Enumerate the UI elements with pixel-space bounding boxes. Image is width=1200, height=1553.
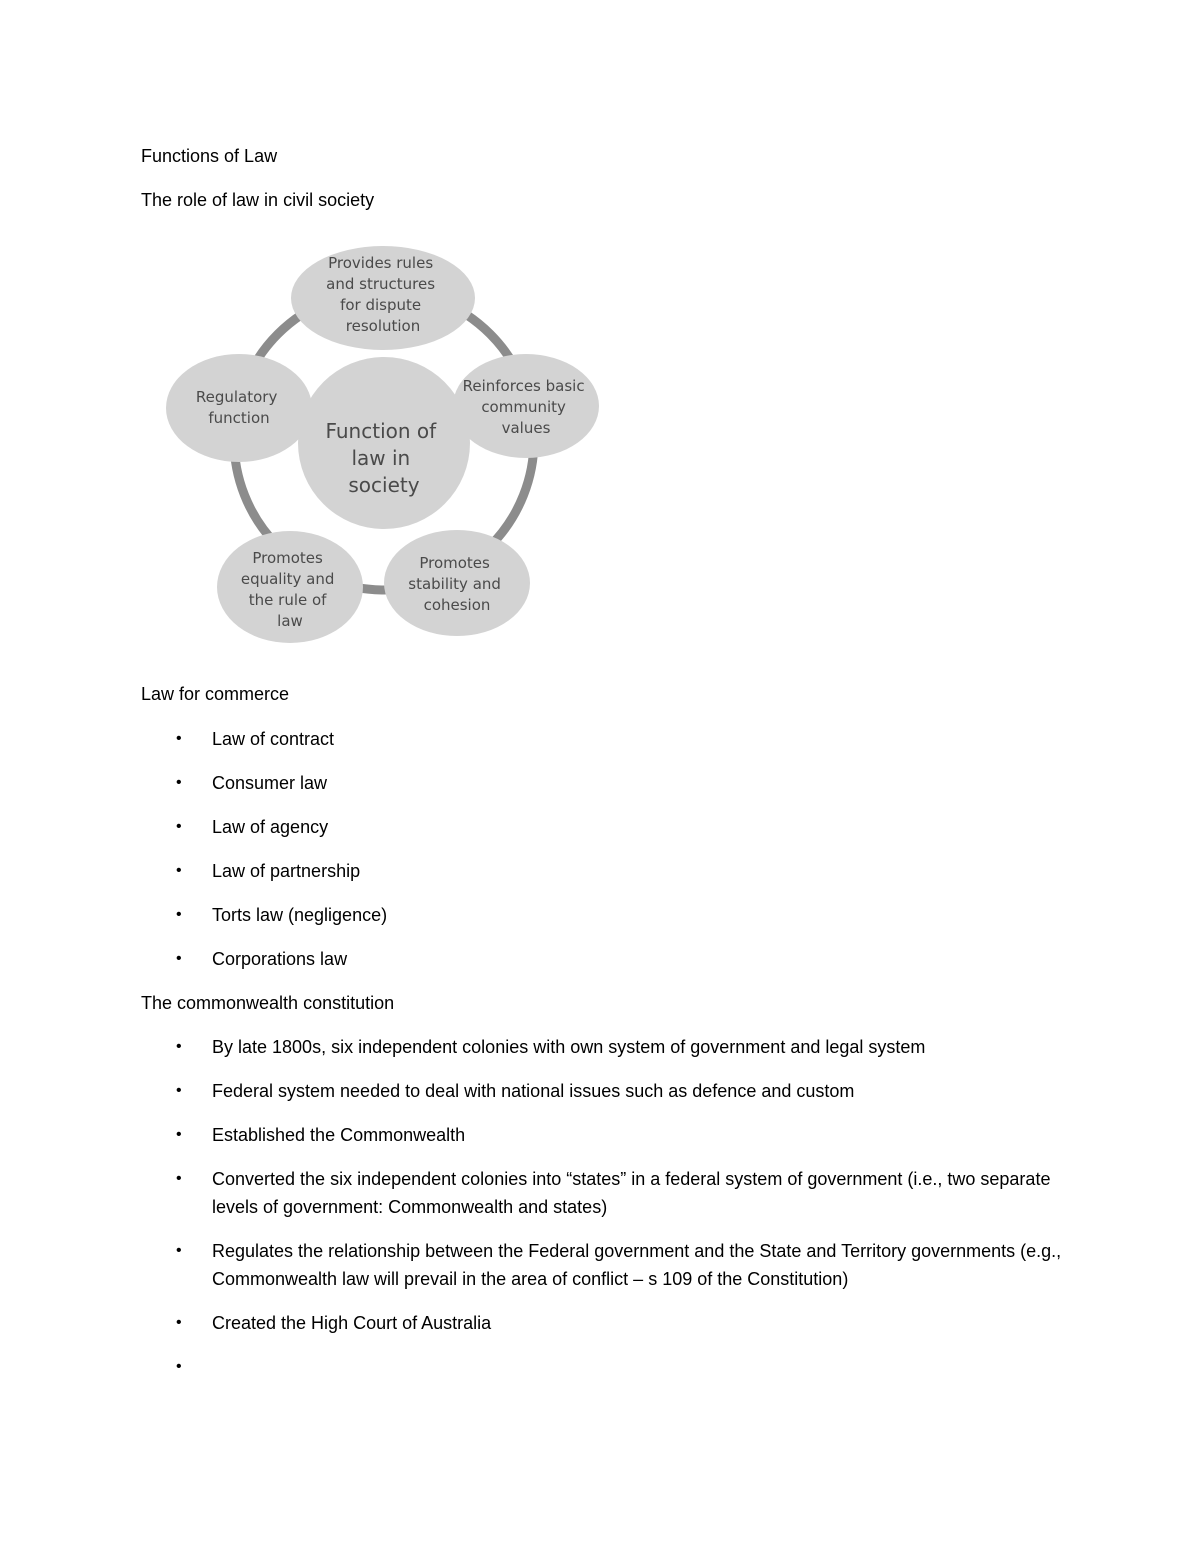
diagram-node-regulatory-function [166, 354, 312, 462]
list-item [0, 857, 1200, 885]
list-item-text: Established the Commonwealth [212, 1125, 466, 1145]
node-line: for dispute [340, 296, 422, 314]
bullet-icon: • [176, 862, 182, 879]
node-line: Reinforces basic [462, 377, 585, 395]
list-item-text: Law of partnership [212, 861, 361, 881]
list-item-text: By late 1800s, six independent colonies with own system of government and legal system [212, 1037, 926, 1057]
list-item-text: Law of contract [212, 729, 335, 749]
list-item-text: Created the High Court of Australia [212, 1313, 492, 1333]
bullet-icon: • [176, 774, 182, 791]
list-item-text: Federal system needed to deal with national issues such as defence and custom [212, 1081, 855, 1101]
node-line: Promotes [419, 554, 490, 572]
node-line: cohesion [423, 596, 491, 614]
bullet-icon: • [176, 818, 182, 835]
bullet-icon: • [176, 1242, 182, 1259]
bullet-icon: • [176, 730, 182, 747]
list-item-text: Torts law (negligence) [212, 905, 388, 925]
list-item [0, 1121, 1200, 1149]
node-line: Provides rules [328, 254, 434, 272]
list-item [0, 813, 1200, 841]
list-item [0, 1309, 1200, 1337]
list-item [0, 1077, 1200, 1105]
node-line: resolution [345, 317, 421, 335]
bullet-icon: • [176, 1082, 182, 1099]
center-line: society [348, 473, 420, 497]
bullet-icon: • [176, 906, 182, 923]
list-item-text: Corporations law [212, 949, 348, 969]
list-item-text: Consumer law [212, 773, 328, 793]
diagram-center-node [298, 357, 470, 529]
list-item [0, 901, 1200, 929]
page-title: Functions of Law [141, 146, 278, 166]
diagram-node-community-values [453, 354, 599, 458]
bullet-icon: • [176, 1358, 182, 1375]
center-line: law in [351, 446, 411, 470]
list-item-text: Regulates the relationship between the Federal government and the State and Territory governments (e.g., Commonwealth law will prevail in the area of conflict – s 109 of the Constitution) [212, 1241, 1062, 1289]
commerce-heading: Law for commerce [141, 684, 290, 704]
list-item [0, 1165, 1200, 1221]
bullet-icon: • [176, 1126, 182, 1143]
center-line: Function of [325, 419, 437, 443]
node-line: values [501, 419, 551, 437]
list-item [0, 725, 1200, 753]
bullet-icon: • [176, 1314, 182, 1331]
list-item [0, 1033, 1200, 1061]
node-line: the rule of [248, 591, 327, 609]
list-item [0, 1237, 1200, 1293]
commerce-list [0, 725, 1200, 973]
diagram-node-equality-rule-of-law [217, 531, 363, 643]
list-item-text: Converted the six independent colonies into “states” in a federal system of government (i.e., two separate levels of government: Commonwealth and states) [212, 1169, 1051, 1217]
node-line: and structures [326, 275, 436, 293]
list-item [0, 1353, 1200, 1381]
node-line: equality and [240, 570, 335, 588]
bullet-icon: • [176, 1038, 182, 1055]
page-subtitle: The role of law in civil society [141, 190, 375, 210]
constitution-list [0, 1033, 1200, 1381]
node-line: Regulatory [195, 388, 278, 406]
bullet-icon: • [176, 1170, 182, 1187]
node-line: stability and [408, 575, 501, 593]
diagram-node-stability-cohesion [384, 530, 530, 636]
node-line: Promotes [252, 549, 323, 567]
node-line: function [208, 409, 270, 427]
diagram-node-dispute-resolution [291, 246, 475, 350]
list-item-text: Law of agency [212, 817, 329, 837]
list-item [0, 769, 1200, 797]
bullet-icon: • [176, 950, 182, 967]
node-line: law [277, 612, 303, 630]
list-item [0, 945, 1200, 973]
functions-of-law-diagram [160, 240, 610, 650]
node-line: community [481, 398, 566, 416]
constitution-heading: The commonwealth constitution [141, 993, 395, 1013]
